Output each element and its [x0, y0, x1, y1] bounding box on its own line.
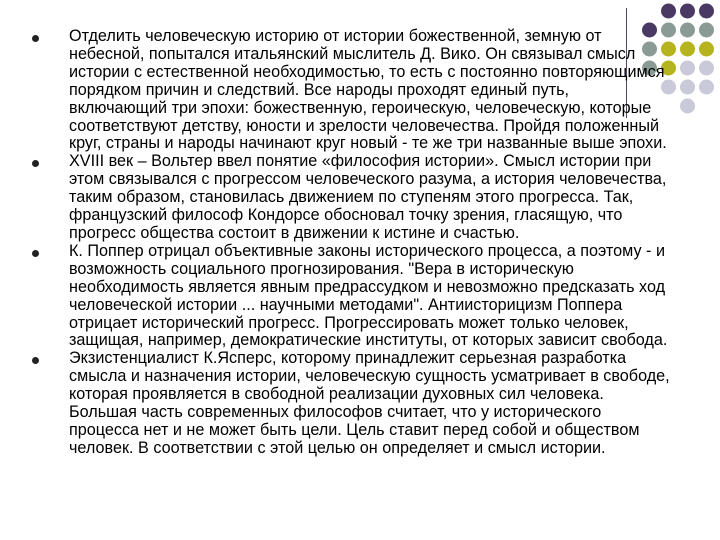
- decorative-dot: [680, 23, 695, 38]
- bullet-item-jaspers: [30, 350, 670, 457]
- decorative-dot: [680, 42, 695, 57]
- bullet-item-voltaire: [30, 153, 670, 243]
- decorative-dot: [680, 80, 695, 95]
- decorative-dot: [680, 99, 695, 114]
- bullet-text: К. Поппер отрицал объективные законы исторического процесса, а поэтому - и возможность социального прогнозирования. "Вера в историческую необходимость является явным предрассудком и невозможно предсказать ход человеческой истории ... научными методами". Антиисторицизм Поппера отрицает исторический прогресс. Прогрессировать может только человек, защищая, например, демократические институты, от которых зависит свобода.: [69, 241, 668, 350]
- bullet-list: [30, 28, 670, 458]
- bullet-marker: [32, 357, 39, 364]
- decorative-dot: [661, 4, 676, 19]
- bullet-item-popper: [30, 243, 670, 350]
- bullet-item-vico: [30, 28, 670, 153]
- bullet-marker: [32, 160, 39, 167]
- bullet-marker: [32, 250, 39, 257]
- bullet-text: XVIII век – Вольтер ввел понятие «философия истории». Смысл истории при этом связывался с прогрессом человеческого разума, а история человечества, таким образом, становилась движением по ступеням этого прогресса. Так, французский философ Кондорсе обосновал точку зрения, гласящую, что прогресс общества состоит в движении к истине и счастью.: [69, 152, 667, 242]
- decorative-dot: [680, 4, 695, 19]
- bullet-marker: [32, 35, 39, 42]
- decorative-dot: [680, 61, 695, 76]
- decorative-dot: [699, 80, 714, 95]
- decorative-dot: [699, 61, 714, 76]
- decorative-dot: [699, 42, 714, 57]
- bullet-text: Отделить человеческую историю от истории божественной, земную от небесной, попытался итальянский мыслитель Д. Вико. Он связывал смысл истории с естественной необходимостью, то есть с постоянно повторяющимся порядком причин и следствий. Все народы проходят единый путь, включающий три эпохи: божественную, героическую, человеческую, которые соответствуют детству, юности и зрелости человечества. Пройдя положенный круг, страны и народы начинают круг новый - те же три названные выше эпохи.: [69, 27, 667, 153]
- bullet-text: Экзистенциалист К.Ясперс, которому принадлежит серьезная разработка смысла и назначения истории, человеческую сущность усматривает в свободе, которая проявляется в свободной реализации духовных сил человека. Большая часть современных философов считает, что у исторического процесса нет и не может быть цели. Цель ставит перед собой и обществом человек. В соответствии с этой целью он определяет и смысл истории.: [69, 349, 670, 457]
- decorative-dot: [699, 4, 714, 19]
- decorative-dot: [699, 23, 714, 38]
